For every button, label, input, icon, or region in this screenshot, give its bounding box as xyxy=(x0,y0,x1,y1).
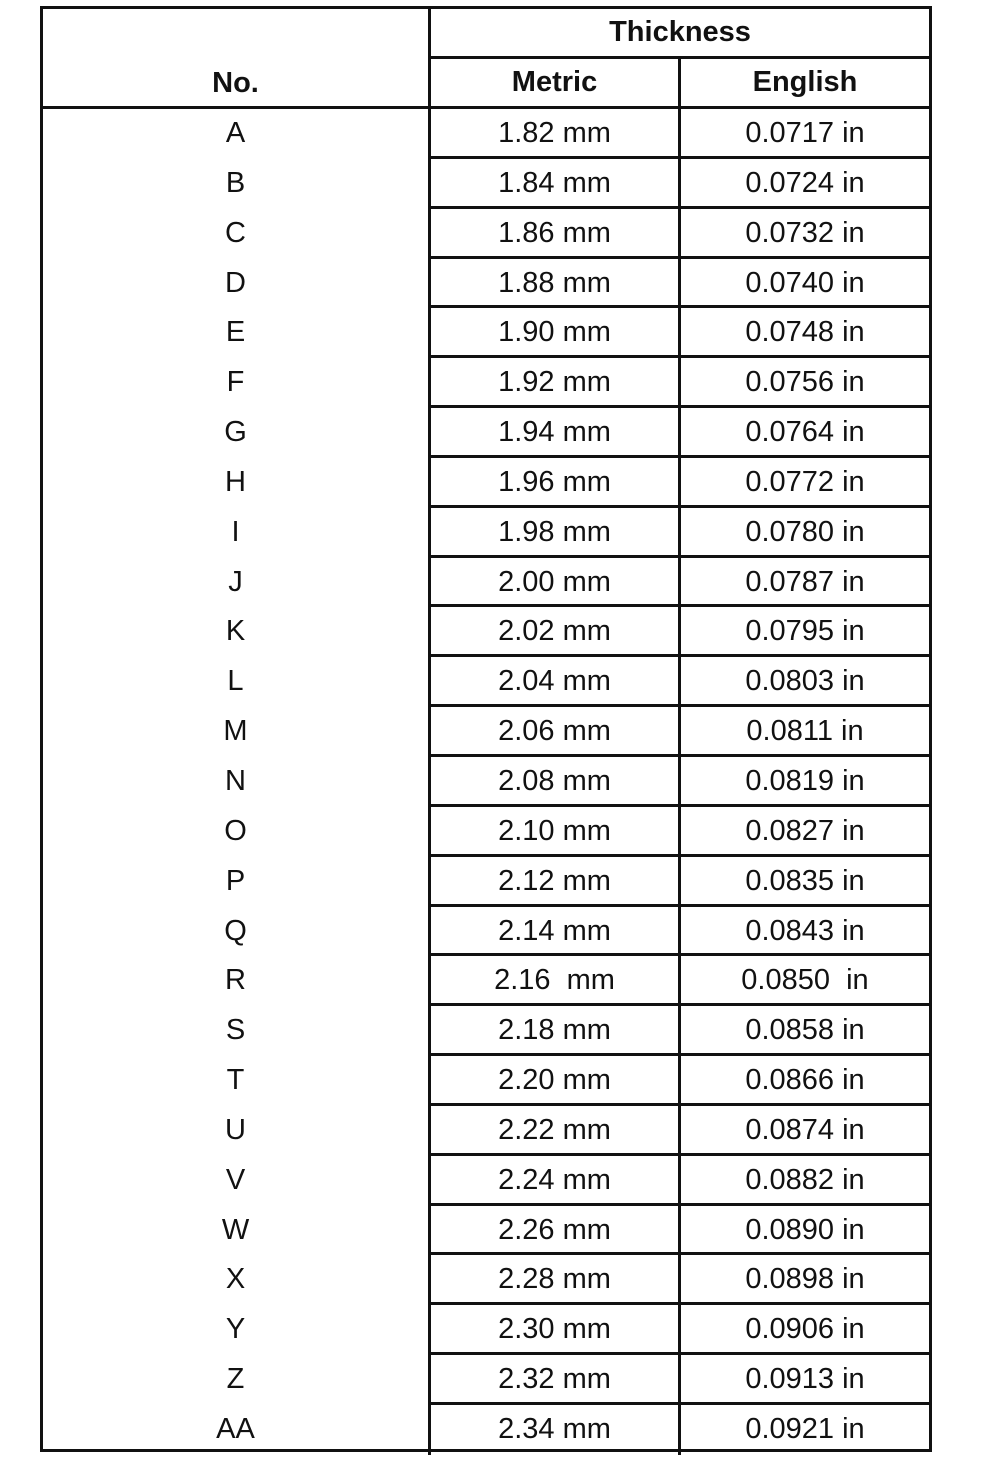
cell-no: E xyxy=(43,308,431,358)
cell-no: Z xyxy=(43,1355,431,1405)
cell-no: M xyxy=(43,707,431,757)
cell-metric: 1.98 mm xyxy=(431,508,681,558)
cell-english: 0.0858 in xyxy=(681,1006,929,1056)
table-row xyxy=(43,1156,929,1206)
cell-metric: 2.18 mm xyxy=(431,1006,681,1056)
cell-no: P xyxy=(43,857,431,907)
cell-english: 0.0898 in xyxy=(681,1255,929,1305)
table-row xyxy=(43,358,929,408)
cell-english: 0.0890 in xyxy=(681,1206,929,1256)
cell-metric: 2.12 mm xyxy=(431,857,681,907)
cell-metric: 2.24 mm xyxy=(431,1156,681,1206)
table-row xyxy=(43,607,929,657)
table-row xyxy=(43,508,929,558)
cell-english: 0.0866 in xyxy=(681,1056,929,1106)
cell-no: B xyxy=(43,159,431,209)
cell-metric: 1.96 mm xyxy=(431,458,681,508)
table-row xyxy=(43,259,929,309)
cell-english: 0.0874 in xyxy=(681,1106,929,1156)
cell-english: 0.0850 in xyxy=(681,956,929,1006)
cell-metric: 2.28 mm xyxy=(431,1255,681,1305)
header-english: English xyxy=(752,66,858,98)
cell-english: 0.0811 in xyxy=(681,707,929,757)
cell-no: O xyxy=(43,807,431,857)
table-row xyxy=(43,1056,929,1106)
cell-no: I xyxy=(43,508,431,558)
cell-no: N xyxy=(43,757,431,807)
header-metric: Metric xyxy=(431,59,681,106)
cell-english: 0.0882 in xyxy=(681,1156,929,1206)
cell-no: F xyxy=(43,358,431,408)
table-row xyxy=(43,1255,929,1305)
cell-english: 0.0913 in xyxy=(681,1355,929,1405)
cell-english: 0.0835 in xyxy=(681,857,929,907)
cell-english: 0.0819 in xyxy=(681,757,929,807)
cell-english: 0.0795 in xyxy=(681,607,929,657)
table-row xyxy=(43,1106,929,1156)
thickness-table xyxy=(40,6,932,1452)
cell-metric: 2.06 mm xyxy=(431,707,681,757)
cell-english: 0.0748 in xyxy=(681,308,929,358)
table-row xyxy=(43,558,929,608)
cell-english: 0.0843 in xyxy=(681,907,929,957)
table-header xyxy=(43,9,929,109)
cell-no: A xyxy=(43,109,431,159)
table-row xyxy=(43,308,929,358)
cell-english: 0.0717 in xyxy=(681,109,929,159)
cell-metric: 2.30 mm xyxy=(431,1305,681,1355)
table-row xyxy=(43,1305,929,1355)
cell-metric: 1.84 mm xyxy=(431,159,681,209)
cell-english: 0.0906 in xyxy=(681,1305,929,1355)
cell-english: 0.0827 in xyxy=(681,807,929,857)
table-row xyxy=(43,1206,929,1256)
cell-metric: 2.10 mm xyxy=(431,807,681,857)
cell-no: R xyxy=(43,956,431,1006)
cell-no: G xyxy=(43,408,431,458)
cell-english: 0.0921 in xyxy=(745,1412,865,1445)
table-row xyxy=(43,1405,929,1455)
cell-no: AA xyxy=(43,1405,431,1455)
table-row xyxy=(43,707,929,757)
table-row xyxy=(43,657,929,707)
table-row xyxy=(43,458,929,508)
cell-metric: 2.02 mm xyxy=(431,607,681,657)
table-row xyxy=(43,857,929,907)
cell-english: 0.0732 in xyxy=(681,209,929,259)
header-no-label: No. xyxy=(212,67,259,99)
cell-metric: 2.34 mm xyxy=(431,1405,681,1455)
cell-no: C xyxy=(43,209,431,259)
cell-no: Q xyxy=(43,907,431,957)
cell-metric: 2.26 mm xyxy=(431,1206,681,1256)
table-row xyxy=(43,109,929,159)
cell-metric: 2.32 mm xyxy=(431,1355,681,1405)
cell-no: J xyxy=(43,558,431,608)
cell-english: 0.0756 in xyxy=(681,358,929,408)
cell-english: 0.0803 in xyxy=(681,657,929,707)
cell-english: 0.0780 in xyxy=(681,508,929,558)
cell-metric: 2.08 mm xyxy=(431,757,681,807)
header-no-cell xyxy=(43,9,431,106)
cell-metric: 2.16 mm xyxy=(431,956,681,1006)
cell-metric: 1.86 mm xyxy=(431,209,681,259)
cell-metric: 1.82 mm xyxy=(431,109,681,159)
cell-no: V xyxy=(43,1156,431,1206)
cell-no: S xyxy=(43,1006,431,1056)
table-row xyxy=(43,907,929,957)
table-row xyxy=(43,1355,929,1405)
cell-english: 0.0787 in xyxy=(681,558,929,608)
table-row xyxy=(43,956,929,1006)
cell-no: Y xyxy=(43,1305,431,1355)
cell-no: T xyxy=(43,1056,431,1106)
cell-metric: 2.04 mm xyxy=(431,657,681,707)
cell-metric: 1.94 mm xyxy=(431,408,681,458)
cell-no: U xyxy=(43,1106,431,1156)
table-row xyxy=(43,1006,929,1056)
table-body xyxy=(43,109,929,1449)
cell-metric: 1.90 mm xyxy=(431,308,681,358)
cell-no: W xyxy=(43,1206,431,1256)
cell-metric: 1.88 mm xyxy=(431,259,681,309)
cell-no: H xyxy=(43,458,431,508)
cell-metric: 1.92 mm xyxy=(431,358,681,408)
cell-metric: 2.14 mm xyxy=(431,907,681,957)
cell-metric: 2.22 mm xyxy=(431,1106,681,1156)
header-thickness: Thickness xyxy=(431,9,929,59)
table-row xyxy=(43,159,929,209)
table-row xyxy=(43,408,929,458)
cell-no: D xyxy=(43,259,431,309)
table-row xyxy=(43,209,929,259)
cell-english: 0.0764 in xyxy=(681,408,929,458)
cell-english: 0.0772 in xyxy=(681,458,929,508)
table-row xyxy=(43,757,929,807)
cell-no: L xyxy=(43,657,431,707)
cell-english: 0.0740 in xyxy=(681,259,929,309)
table-row xyxy=(43,807,929,857)
cell-english: 0.0724 in xyxy=(681,159,929,209)
cell-no: X xyxy=(43,1255,431,1305)
cell-metric: 2.20 mm xyxy=(431,1056,681,1106)
cell-metric: 2.00 mm xyxy=(431,558,681,608)
cell-no: K xyxy=(43,607,431,657)
